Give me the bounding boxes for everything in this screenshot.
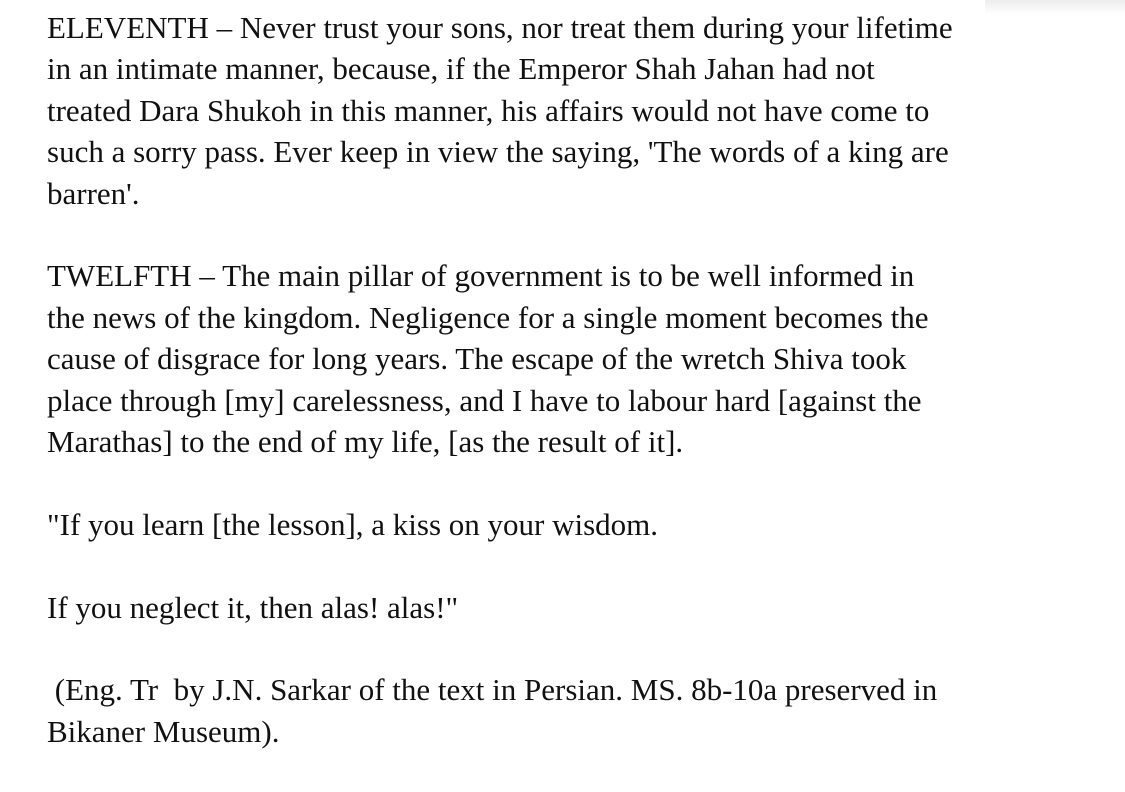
verse-line: "If you learn [the lesson], a kiss on your wisdom. — [47, 506, 659, 542]
paragraph-gap — [47, 628, 1107, 669]
text-line: TWELFTH – The main pillar of government is to be well informed in — [47, 258, 915, 294]
verse-line: If you neglect it, then alas! alas!" — [47, 589, 459, 625]
text-line: place through [my] carelessness, and I have to labour hard [against the — [47, 382, 922, 418]
paragraph-verse-two — [47, 587, 1107, 628]
paragraph-verse-one — [47, 504, 1107, 545]
document-text — [47, 7, 1107, 752]
text-line: such a sorry pass. Ever keep in view the saying, 'The words of a king are — [47, 134, 949, 170]
paragraph-gap — [47, 545, 1107, 586]
text-line: treated Dara Shukoh in this manner, his affairs would not have come to — [47, 92, 930, 128]
text-line: barren'. — [47, 175, 140, 211]
paragraph-citation — [47, 669, 1107, 752]
paragraph-eleventh — [47, 7, 1107, 214]
citation-line: Bikaner Museum). — [47, 713, 280, 749]
paragraph-gap — [47, 462, 1107, 503]
text-line: in an intimate manner, because, if the Emperor Shah Jahan had not — [47, 51, 875, 87]
paragraph-twelfth — [47, 255, 1107, 462]
text-line: cause of disgrace for long years. The escape of the wretch Shiva took — [47, 341, 907, 377]
text-line: Marathas] to the end of my life, [as the result of it]. — [47, 424, 684, 460]
paragraph-gap — [47, 214, 1107, 255]
text-line: the news of the kingdom. Negligence for a single moment becomes the — [47, 299, 929, 335]
text-line: ELEVENTH – Never trust your sons, nor treat them during your lifetime — [47, 10, 953, 45]
citation-line: (Eng. Tr by J.N. Sarkar of the text in Persian. MS. 8b-10a preserved in — [47, 672, 938, 708]
